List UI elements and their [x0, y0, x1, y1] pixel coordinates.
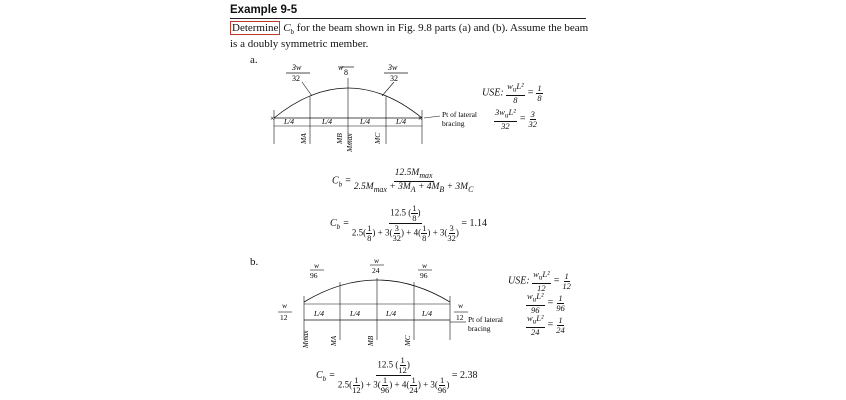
a-general-equation: $C_b$ = $\frac{12.5M_{max}}{2.5M_{max} + 3M_A + 4M_B + 3M_C}$ [332, 168, 474, 194]
b-numeric-equation: $C_b$ = 12.5 ( $\frac{1}{12}$ ) 2.5( $\frac{1}{12}$ ) + 3( $\frac{1}{96}$ ) + 4( $\frac{1}{24}$ ) + 3( $\frac{1}{96}$ ) = 2.38 [316, 355, 478, 395]
a-moment-label-4: MC [373, 132, 382, 144]
highlighted-word[interactable]: Determine [232, 22, 279, 34]
part-a-diagram [262, 60, 592, 175]
b-span-2: L/4 [350, 309, 361, 318]
b-moment-label-2: MA [330, 335, 338, 346]
a-end-x-right: × [418, 114, 423, 123]
a-moment-label-3: Mmax [345, 133, 354, 152]
b-top-mid-den: 24 [372, 266, 380, 275]
b-end-right: w [458, 301, 464, 310]
b-end-left-den: 12 [280, 313, 288, 322]
cb-symbol: C [283, 22, 291, 34]
a-span-3: L/4 [360, 117, 371, 126]
a-use-label: USE: [482, 87, 504, 99]
b-bracing-line1: Pt of lateral [468, 315, 503, 324]
a-top-moment-1: 3w [292, 63, 302, 72]
b-bracing-line2: bracing [468, 324, 491, 333]
a-top-den-3: 32 [390, 74, 398, 83]
a-arrow-3 [382, 82, 394, 96]
a-top-den-1: 32 [292, 74, 300, 83]
a-numeric-equation: $C_b$ = 12.5 ( $\frac{1}{8}$ ) 2.5( $\frac{1}{8}$ ) + 3( $\frac{3}{32}$ ) + 4( $\frac{1}{8}$ ) + 3( $\frac{3}{32}$ ) = 1.14 [330, 203, 488, 243]
a-moment-label-1: MA [299, 133, 308, 144]
a-span-1: L/4 [284, 117, 295, 126]
intro-text: for the beam shown in Fig. 9.8 parts (a) and (b). Assume the beam is a doubly symmetric member. [230, 22, 589, 51]
b-top-left: w [314, 261, 320, 270]
part-a-label: a. [250, 54, 258, 66]
b-span-3: L/4 [386, 309, 397, 318]
b-use-block: USE: $\frac{w_uL^2}{12}$ = $\frac{1}{12}$ [508, 269, 571, 293]
a-span-4: L/4 [396, 117, 407, 126]
a-bracing-line1: Pt of lateral [442, 110, 477, 119]
intro-paragraph [230, 22, 590, 50]
b-use-block-2: $\frac{w_uL^2}{96}$ = $\frac{1}{96}$ [527, 291, 565, 315]
title-rule [230, 18, 586, 19]
b-result: = 2.38 [451, 369, 478, 381]
a-use-block-2: $\frac{3w_uL^2}{32}$ = $\frac{3}{32}$ [495, 107, 537, 131]
b-moment-label-4: MC [404, 335, 412, 346]
a-bracing-line2: bracing [442, 119, 465, 128]
a-end-x-left: × [270, 114, 275, 123]
a-arrow-1 [302, 82, 312, 96]
b-end-right-den: 12 [456, 313, 464, 322]
b-end-left: w [282, 301, 288, 310]
b-use-block-3: $\frac{w_uL^2}{24}$ = $\frac{1}{24}$ [527, 313, 565, 337]
a-use-block: USE: $\frac{w_uL^2}{8}$ = $\frac{1}{8}$ [482, 81, 542, 105]
a-moment-label-2: MB [335, 133, 344, 144]
a-top-moment-3: 3w [388, 63, 398, 72]
b-top-left-den: 96 [310, 271, 318, 280]
b-moment-label-1: Mmax [302, 330, 310, 348]
b-top-right: w [422, 261, 428, 270]
part-b-diagram [262, 256, 512, 352]
a-top-den-2: 8 [344, 68, 348, 77]
a-top-moment-2: w [338, 63, 344, 72]
a-result: = 1.14 [461, 217, 488, 229]
b-span-4: L/4 [422, 309, 433, 318]
example-title: Example 9-5 [230, 4, 298, 16]
b-top-right-den: 96 [420, 271, 428, 280]
cb-subscript: b [290, 28, 295, 37]
part-b-label: b. [250, 256, 259, 268]
b-moment-label-3: MB [367, 335, 375, 346]
a-span-2: L/4 [322, 117, 333, 126]
b-top-mid: w [374, 256, 380, 265]
b-span-1: L/4 [314, 309, 325, 318]
